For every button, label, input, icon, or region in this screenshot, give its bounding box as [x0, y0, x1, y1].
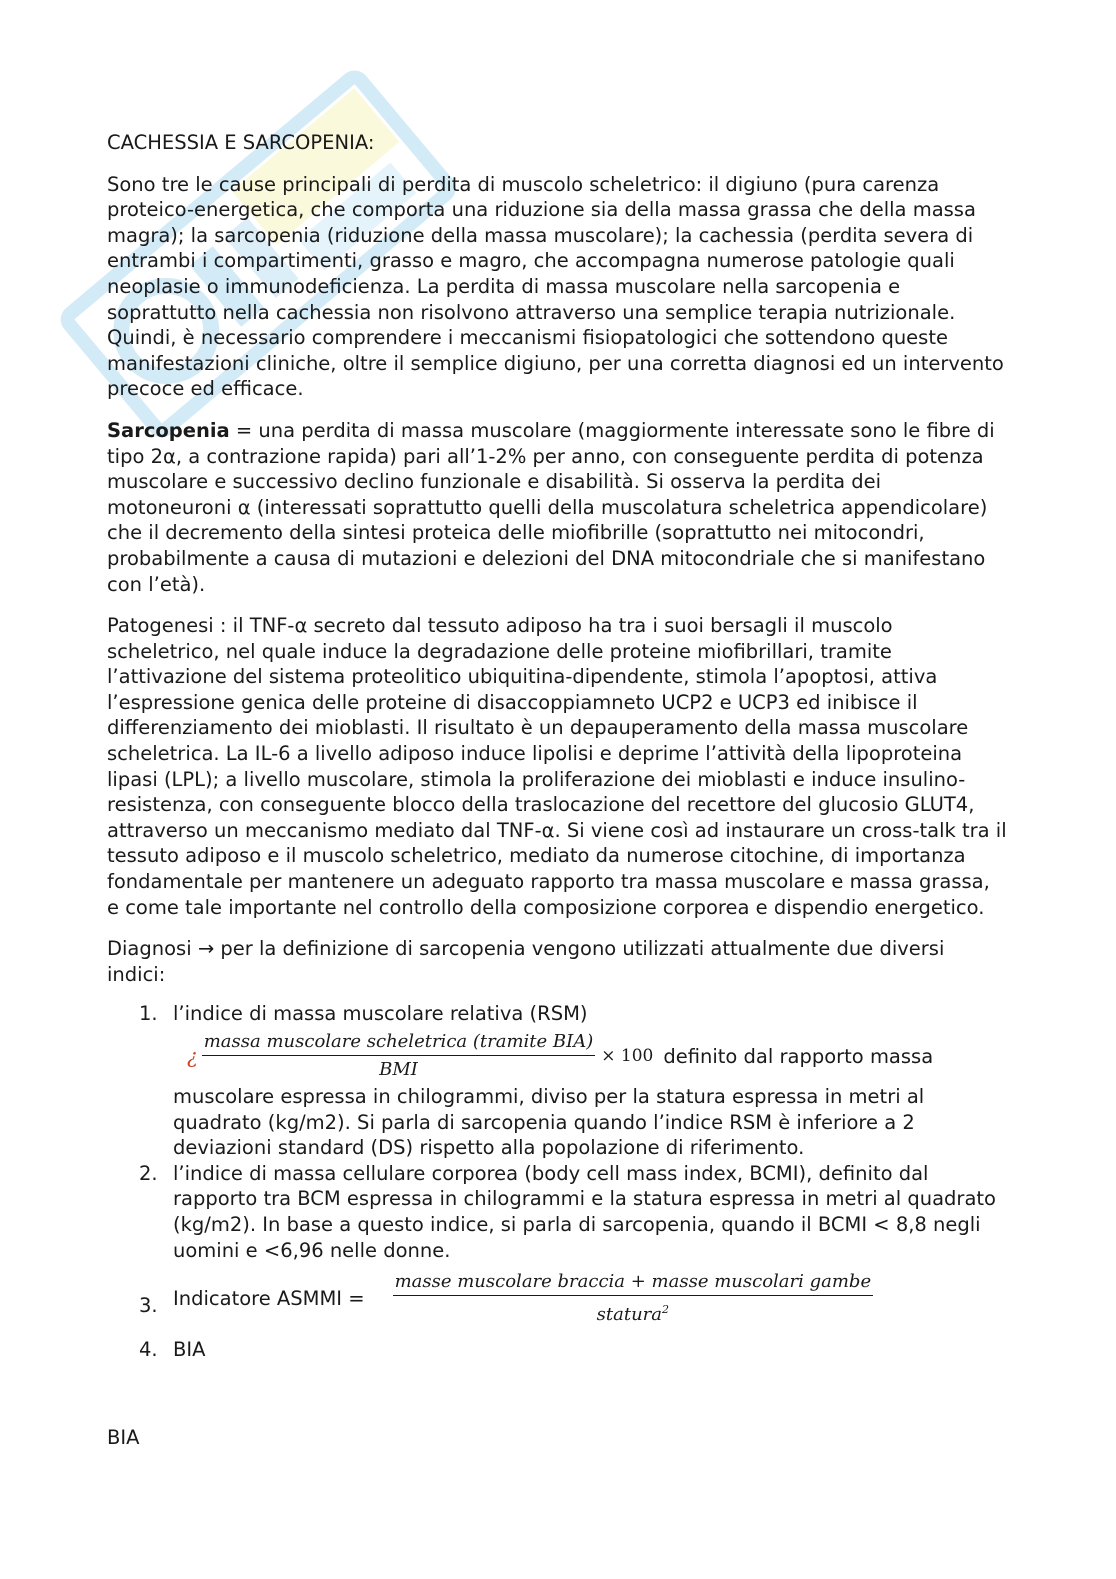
asmmi-numerator: masse muscolare braccia + masse muscolari gambe — [393, 1271, 874, 1296]
asmmi-denominator-wrap — [597, 1296, 669, 1327]
document-page — [107, 130, 1007, 1466]
sarcopenia-paragraph — [107, 418, 1007, 597]
diagnosi-paragraph: Diagnosi → per la definizione di sarcopenia vengono utilizzati attualmente due diversi indici: — [107, 937, 945, 986]
rsm-numerator: massa muscolare scheletrica (tramite BIA) — [202, 1031, 596, 1056]
asmmi-label: Indicatore ASMMI = — [173, 1287, 365, 1311]
formula-prefix: ¿ — [187, 1043, 198, 1068]
document-title: CACHESSIA E SARCOPENIA: — [107, 131, 375, 154]
bia-item-text: BIA — [173, 1338, 206, 1362]
diagnosis-index-list — [107, 1001, 1007, 1362]
sarcopenia-term: Sarcopenia — [107, 418, 230, 442]
sarcopenia-definition: = una perdita di massa muscolare (maggiormente interessate sono le fibre di tipo 2α, a contrazione rapida) pari all’1-2% per anno, con conseguente perdita di potenza muscolare e successivo declino funzionale e disabilità. Si osserva la perdita dei motoneuroni α (interessati soprattutto quelli della muscolatura scheletrica appendicolare) che il decremento della sintesi proteica delle miofibrille (soprattutto nei mitocondri, probabilmente a causa di mutazioni e delezioni del DNA mitocondriale che si manifestano con l’età). — [107, 418, 995, 596]
list-item — [107, 1001, 1007, 1160]
rsm-fraction — [202, 1031, 596, 1082]
rsm-formula-tail: definito dal rapporto massa — [663, 1044, 934, 1068]
list-item — [107, 1337, 1007, 1363]
rsm-continuation: muscolare espressa in chilogrammi, diviso per la statura espressa in metri al quadrato (kg/m2). Si parla di sarcopenia quando l’indice RSM è inferiore a 2 deviazioni standard (DS) rispetto alla popolazione di riferimento. — [173, 1085, 925, 1160]
asmmi-formula — [173, 1271, 1007, 1327]
rsm-heading: l’indice di massa muscolare relativa (RSM) — [173, 1002, 588, 1026]
rsm-formula — [187, 1031, 1007, 1082]
list-item — [107, 1271, 1007, 1327]
asmmi-fraction — [393, 1271, 874, 1327]
closing-heading: BIA — [107, 1425, 140, 1449]
asmmi-exponent: 2 — [662, 1303, 670, 1317]
list-number: 3. — [139, 1294, 158, 1318]
rsm-denominator: BMI — [379, 1059, 418, 1080]
list-item — [107, 1161, 1007, 1263]
patogenesi-paragraph: Patogenesi : il TNF-α secreto dal tessuto adiposo ha tra i suoi bersagli il muscolo scheletrico, nel quale induce la degradazione delle proteine miofibrillari, tramite l’attivazione del sistema proteolitico ubiquitina-dipendente, stimola l’apoptosi, attiva l’espressione genica delle proteine di disaccoppiamneto UCP2 e UCP3 ed inibisce il differenziamento dei mioblasti. Il risultato è un depauperamento della massa muscolare scheletrica. La IL-6 a livello adiposo induce lipolisi e deprime l’attività della lipoproteina lipasi (LPL); a livello muscolare, stimola la proliferazione dei mioblasti e induce insulino-resistenza, con conseguente blocco della traslocazione del recettore del glucosio GLUT4, attraverso un meccanismo mediato dal TNF-α. Si viene così ad instaurare un cross-talk tra il tessuto adiposo e il muscolo scheletrico, mediato da numerose citochine, di importanza fondamentale per mantenere un adeguato rapporto tra massa muscolare e massa grassa, e come tale importante nel controllo della composizione corporea e dispendio energetico. — [107, 614, 1007, 919]
asmmi-denominator: statura — [596, 1304, 663, 1326]
intro-paragraph: Sono tre le cause principali di perdita di muscolo scheletrico: il digiuno (pura carenza proteico-energetica, che comporta una riduzione sia della massa grassa che della massa magra); la sarcopenia (riduzione della massa muscolare); la cachessia (perdita severa di entrambi i compartimenti, grasso e magro, che accompagna numerose patologie quali neoplasie o immunodeficienza. La perdita di massa muscolare nella sarcopenia e soprattutto nella cachessia non risolvono attraverso una semplice terapia nutrizionale. Quindi, è necessario comprendere i meccanismi fisiopatologici che sottendono queste manifestazioni cliniche, oltre il semplice digiuno, per una corretta diagnosi ed un intervento precoce ed efficace. — [107, 172, 1004, 401]
list-number: 4. — [139, 1338, 158, 1362]
rsm-multiplier: × 100 — [601, 1045, 654, 1066]
bcmi-text: l’indice di massa cellulare corporea (body cell mass index, BCMI), definito dal rapporto tra BCM espressa in chilogrammi e la statura espressa in metri al quadrato (kg/m2). In base a questo indice, si parla di sarcopenia, quando il BCMI < 8,8 negli uomini e <6,96 nelle donne. — [173, 1161, 996, 1262]
list-number: 1. — [139, 1002, 158, 1026]
list-number: 2. — [139, 1161, 158, 1185]
